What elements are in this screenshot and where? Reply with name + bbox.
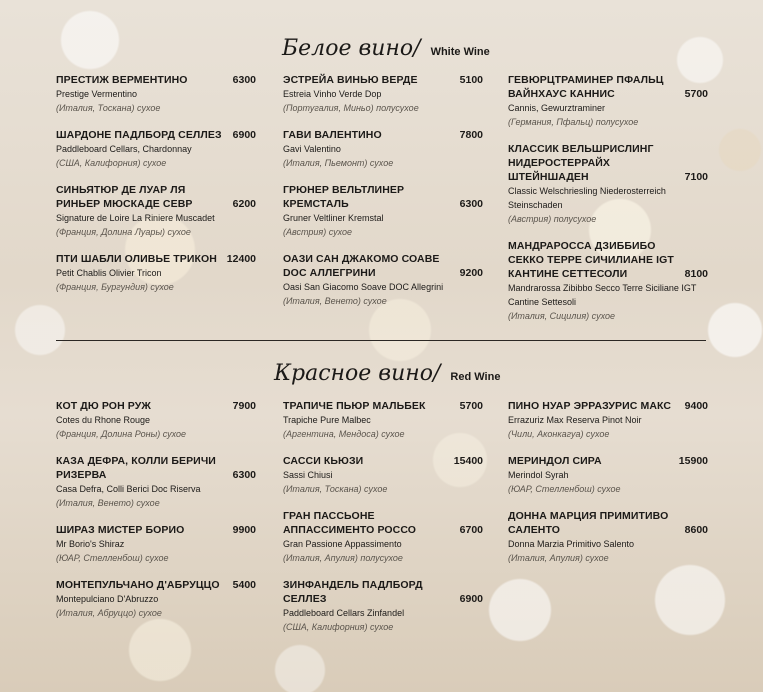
wine-name: ГАВИ ВАЛЕНТИНО [283, 129, 382, 141]
wine-item [56, 183, 256, 239]
wine-name: САССИ КЬЮЗИ [283, 455, 364, 467]
wine-name: МОНТЕПУЛЬЧАНО Д'АБРУЦЦО [56, 579, 220, 591]
wine-name: МЕРИНДОЛ СИРА [508, 455, 602, 467]
wine-item [56, 523, 256, 565]
wine-origin: (Аргентина, Мендоса) сухое [283, 429, 405, 439]
wine-name: ДОННА МАРЦИЯ ПРИМИТИВО САЛЕНТО [508, 510, 669, 536]
wine-item-header [56, 183, 256, 211]
wine-item-header [283, 128, 483, 142]
wine-item-header [283, 399, 483, 413]
wine-name: ЭСТРЕЙА ВИНЬЮ ВЕРДЕ [283, 74, 418, 86]
wine-item-header [56, 454, 256, 482]
wine-price: 6300 [459, 198, 483, 210]
wine-item [56, 252, 256, 294]
wine-origin: (Италия, Венето) сухое [56, 498, 160, 508]
white-wine-column [508, 73, 708, 336]
wine-price: 6200 [232, 198, 256, 210]
wine-item-header [283, 578, 483, 606]
wine-item [283, 578, 483, 634]
wine-item-header [56, 578, 256, 592]
wine-latin-name: Gavi Valentino [283, 144, 341, 154]
wine-item [283, 252, 483, 308]
wine-price: 15400 [453, 455, 483, 467]
wine-latin-name: Estreia Vinho Verde Dop [283, 89, 382, 99]
wine-name: МАНДРАРОССА ДЗИББИБО СЕККО ТЕРРЕ СИЧИЛИАНЕ IGT КАНТИНЕ СЕТТЕСОЛИ [508, 240, 674, 280]
wine-origin: (Австрия) сухое [283, 227, 353, 237]
wine-name: ЗИНФАНДЕЛЬ ПАДЛБОРД СЕЛЛЕЗ [283, 579, 423, 605]
wine-item [283, 128, 483, 170]
wine-price: 9400 [684, 400, 708, 412]
wine-latin-name: Merindol Syrah [508, 470, 569, 480]
red-wine-column [508, 399, 708, 578]
red-wine-heading [274, 361, 500, 386]
wine-name: ШИРАЗ МИСТЕР БОРИО [56, 524, 185, 536]
wine-latin-name: Trapiche Pure Malbec [283, 415, 371, 425]
wine-item-header [508, 399, 708, 413]
wine-origin: (США, Калифорния) сухое [283, 622, 394, 632]
wine-name: ГРЮНЕР ВЕЛЬТЛИНЕР КРЕМСТАЛЬ [283, 184, 405, 210]
wine-origin: (Чили, Аконкагуа) сухое [508, 429, 610, 439]
wine-name: КАЗА ДЕФРА, КОЛЛИ БЕРИЧИ РИЗЕРВА [56, 455, 216, 481]
wine-name: ПИНО НУАР ЭРРАЗУРИС МАКС [508, 400, 672, 412]
red-wine-latin-title: Red Wine [450, 371, 501, 383]
red-wine-column [283, 399, 483, 647]
wine-item [508, 142, 708, 226]
wine-item [508, 239, 708, 323]
wine-latin-name: Prestige Vermentino [56, 89, 138, 99]
red-wine-script-title: Красное вино/ [274, 361, 441, 386]
wine-item-header [56, 73, 256, 87]
wine-price: 7100 [684, 171, 708, 183]
wine-item [508, 509, 708, 565]
wine-item-header [508, 454, 708, 468]
wine-name: КЛАССИК ВЕЛЬШРИСЛИНГ НИДЕРОСТЕРРАЙХ ШТЕЙНШАДЕН [508, 143, 654, 183]
wine-latin-name: Gruner Veltliner Kremstal [283, 213, 384, 223]
wine-price: 12400 [226, 253, 256, 265]
wine-item-header [508, 509, 708, 537]
wine-origin: (ЮАР, Стелленбош) сухое [508, 484, 621, 494]
wine-latin-name: Donna Marzia Primitivo Salento [508, 539, 635, 549]
wine-origin: (Италия, Тоскана) сухое [283, 484, 388, 494]
wine-price: 5700 [684, 88, 708, 100]
wine-item-header [56, 399, 256, 413]
wine-price: 7800 [459, 129, 483, 141]
wine-origin: (США, Калифорния) сухое [56, 158, 167, 168]
wine-latin-name: Classic Welschriesling Niederosterreich Steinschaden [508, 186, 666, 210]
wine-name: КОТ ДЮ РОН РУЖ [56, 400, 151, 412]
wine-latin-name: Paddleboard Cellars Zinfandel [283, 608, 405, 618]
wine-price: 9900 [232, 524, 256, 536]
wine-origin: (Австрия) полусухое [508, 214, 597, 224]
white-wine-column [283, 73, 483, 321]
wine-name: ГРАН ПАССЬОНЕ АППАССИМЕНТО РОССО [283, 510, 417, 536]
wine-item-header [508, 239, 708, 281]
wine-price: 15900 [678, 455, 708, 467]
wine-item-header [283, 252, 483, 280]
wine-item [56, 578, 256, 620]
wine-origin: (Италия, Сицилия) сухое [508, 311, 615, 321]
wine-origin: (ЮАР, Стелленбош) сухое [56, 553, 169, 563]
wine-price: 7900 [232, 400, 256, 412]
wine-latin-name: Oasi San Giacomo Soave DOC Allegrini [283, 282, 444, 292]
wine-price: 6900 [232, 129, 256, 141]
wine-origin: (Германия, Пфальц) полусухое [508, 117, 639, 127]
wine-price: 6700 [459, 524, 483, 536]
wine-latin-name: Mr Borio's Shiraz [56, 539, 125, 549]
white-wine-heading [282, 36, 490, 61]
wine-price: 8100 [684, 268, 708, 280]
red-wine-column [56, 399, 256, 633]
white-wine-column [56, 73, 256, 307]
wine-name: ПТИ ШАБЛИ ОЛИВЬЕ ТРИКОН [56, 253, 217, 265]
wine-item [283, 73, 483, 115]
wine-item [56, 73, 256, 115]
wine-name: СИНЬЯТЮР ДЕ ЛУАР ЛЯ РИНЬЕР МЮСКАДЕ СЕВР [56, 184, 193, 210]
wine-origin: (Италия, Апулия) полусухое [283, 553, 403, 563]
wine-item [283, 399, 483, 441]
wine-latin-name: Casa Defra, Colli Berici Doc Riserva [56, 484, 201, 494]
wine-latin-name: Cannis, Gewurztraminer [508, 103, 606, 113]
wine-item-header [56, 252, 256, 266]
wine-item-header [56, 523, 256, 537]
wine-item [56, 128, 256, 170]
wine-price: 5700 [459, 400, 483, 412]
wine-item-header [56, 128, 256, 142]
wine-origin: (Франция, Бургундия) сухое [56, 282, 174, 292]
wine-origin: (Франция, Долина Роны) сухое [56, 429, 187, 439]
wine-item-header [508, 73, 708, 101]
wine-price: 6900 [459, 593, 483, 605]
wine-latin-name: Montepulciano D'Abruzzo [56, 594, 159, 604]
wine-item-header [283, 509, 483, 537]
wine-item-header [283, 183, 483, 211]
wine-latin-name: Signature de Loire La Riniere Muscadet [56, 213, 215, 223]
wine-latin-name: Cotes du Rhone Rouge [56, 415, 151, 425]
wine-name: ТРАПИЧЕ ПЬЮР МАЛЬБЕК [283, 400, 426, 412]
wine-origin: (Франция, Долина Луары) сухое [56, 227, 191, 237]
wine-item [508, 399, 708, 441]
wine-origin: (Италия, Тоскана) сухое [56, 103, 161, 113]
wine-item-header [508, 142, 708, 184]
wine-latin-name: Mandrarossa Zibibbo Secco Terre Siciliane IGT Cantine Settesoli [508, 283, 697, 307]
section-divider [56, 340, 706, 341]
white-wine-latin-title: White Wine [430, 46, 490, 58]
wine-origin: (Италия, Венето) сухое [283, 296, 387, 306]
wine-origin: (Италия, Пьемонт) сухое [283, 158, 394, 168]
wine-name: ШАРДОНЕ ПАДЛБОРД СЕЛЛЕЗ [56, 129, 222, 141]
wine-latin-name: Gran Passione Appassimento [283, 539, 402, 549]
wine-price: 5400 [232, 579, 256, 591]
wine-origin: (Италия, Апулия) сухое [508, 553, 609, 563]
wine-price: 6300 [232, 74, 256, 86]
wine-item-header [283, 73, 483, 87]
wine-item [508, 454, 708, 496]
wine-name: ГЕВЮРЦТРАМИНЕР ПФАЛЬЦ ВАЙНХАУС КАННИС [508, 74, 664, 100]
wine-price: 9200 [459, 267, 483, 279]
wine-item [283, 454, 483, 496]
wine-item [283, 183, 483, 239]
wine-latin-name: Paddleboard Cellars, Chardonnay [56, 144, 192, 154]
wine-item [508, 73, 708, 129]
wine-latin-name: Errazuriz Max Reserva Pinot Noir [508, 415, 642, 425]
wine-price: 8600 [684, 524, 708, 536]
wine-name: ОАЗИ САН ДЖАКОМО СОАВЕ DOC АЛЛЕГРИНИ [283, 253, 440, 279]
white-wine-script-title: Белое вино/ [282, 36, 421, 61]
wine-latin-name: Sassi Chiusi [283, 470, 333, 480]
wine-price: 6300 [232, 469, 256, 481]
wine-item [56, 454, 256, 510]
wine-price: 5100 [459, 74, 483, 86]
wine-item-header [283, 454, 483, 468]
wine-item [283, 509, 483, 565]
wine-name: ПРЕСТИЖ ВЕРМЕНТИНО [56, 74, 188, 86]
wine-origin: (Португалия, Миньо) полусухое [283, 103, 419, 113]
wine-item [56, 399, 256, 441]
wine-latin-name: Petit Chablis Olivier Tricon [56, 268, 162, 278]
wine-origin: (Италия, Абруццо) сухое [56, 608, 162, 618]
